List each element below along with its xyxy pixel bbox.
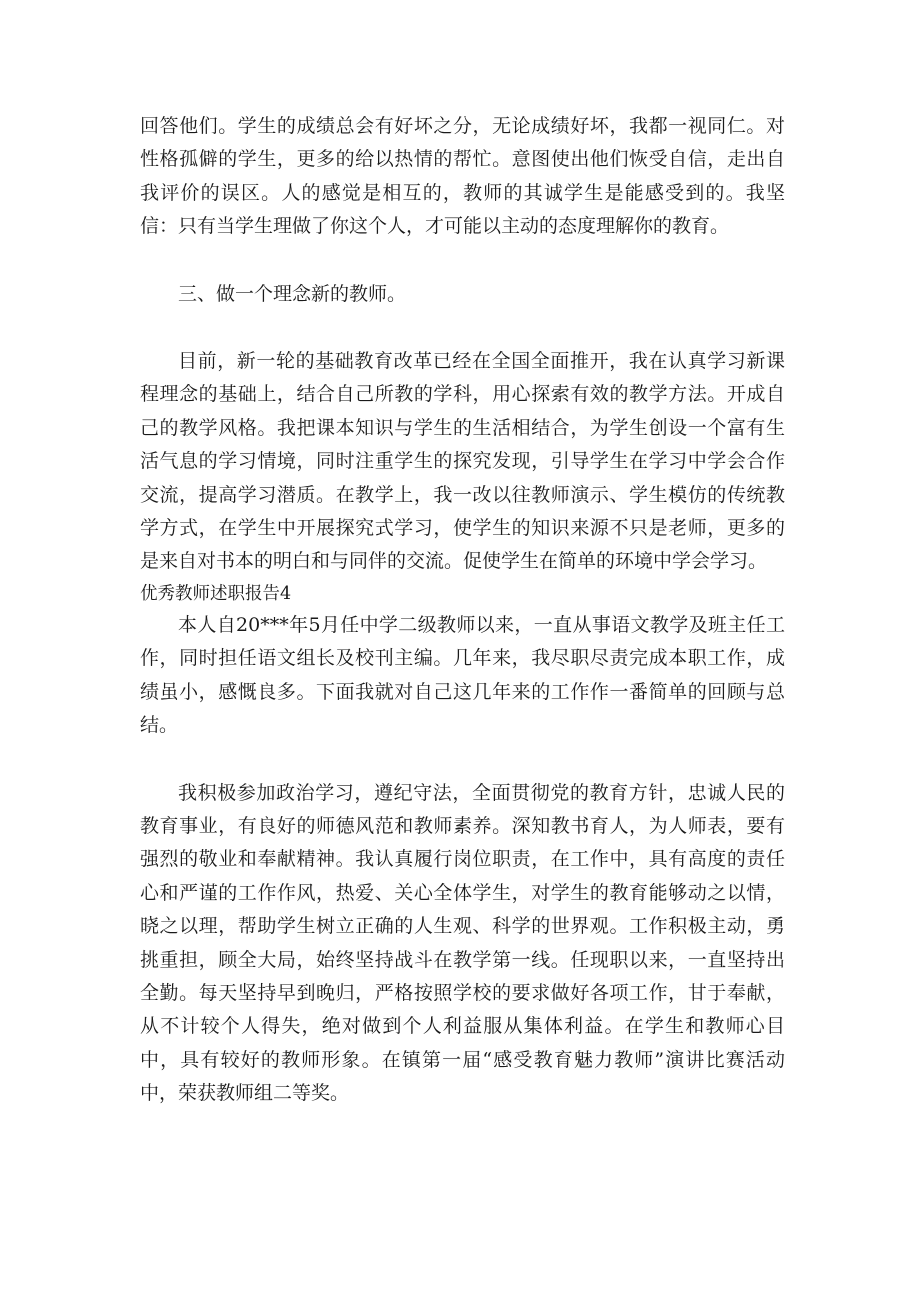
report-title: 优秀教师述职报告4 [140,583,292,604]
spacer [140,244,785,278]
spacer [140,743,785,777]
paragraph-1: 回答他们。学生的成绩总会有好坏之分，无论成绩好坏，我都一视同仁。对性格孤僻的学生，更多的给以热情的帮忙。意图使出他们恢受自信，走出自我评价的误区。人的感觉是相互的，教师的其诚学生是能感受到的。我坚信：只有当学生理做了你这个人，才可能以主动的态度理解你的教育。 [140,115,785,238]
paragraph-3: 本人自20***年5月任中学二级教师以来，一直从事语文教学及班主任工作，同时担任语文组长及校刊主编。几年来，我尽职尽责完成本职工作，成绩虽小，感慨良多。下面我就对自己这几年来的工作作一番简单的回顾与总结。 [140,613,785,737]
paragraph-4: 我积极参加政治学习，遵纪守法，全面贯彻党的教育方针，忠诚人民的教育事业，有良好的师德风范和教师素养。深知教书育人，为人师表，要有强烈的敬业和奉献精神。我认真履行岗位职责，在工作中，具有高度的责任心和严谨的工作作风，热爱、关心全体学生，对学生的教育能够动之以情，晓之以理，帮助学生树立正确的人生观、科学的世界观。工作积极主动，勇挑重担，顾全大局，始终坚持战斗在教学第一线。任现职以来，一直坚持出全勤。每天坚持早到晚归，严格按照学校的要求做好各项工作，甘于奉献，从不计较个人得失，绝对做到个人利益服从集体利益。在学生和教师心目中，具有较好的教师形象。在镇第一届“感受教育魅力教师”演讲比赛活动中，荣获教师组二等奖。 [140,781,785,1105]
document-page [140,110,785,1111]
paragraph-2: 目前，新一轮的基础教育改革已经在全国全面推开，我在认真学习新课程理念的基础上，结合自己所教的学科，用心探索有效的教学方法。开成自己的教学风格。我把课本知识与学生的生活相结合，为学生创设一个富有生活气息的学习情境，同时注重学生的探究发现，引导学生在学习中学会合作交流，提高学习潜质。在教学上，我一改以往教师演示、学生模仿的传统教学方式，在学生中开展探究式学习，使学生的知识来源不只是老师，更多的是来自对书本的明白和与同伴的交流。促使学生在简单的环境中学会学习。 [140,350,785,573]
spacer [140,311,785,345]
section-3-heading: 三、做一个理念新的教师。 [178,282,407,305]
